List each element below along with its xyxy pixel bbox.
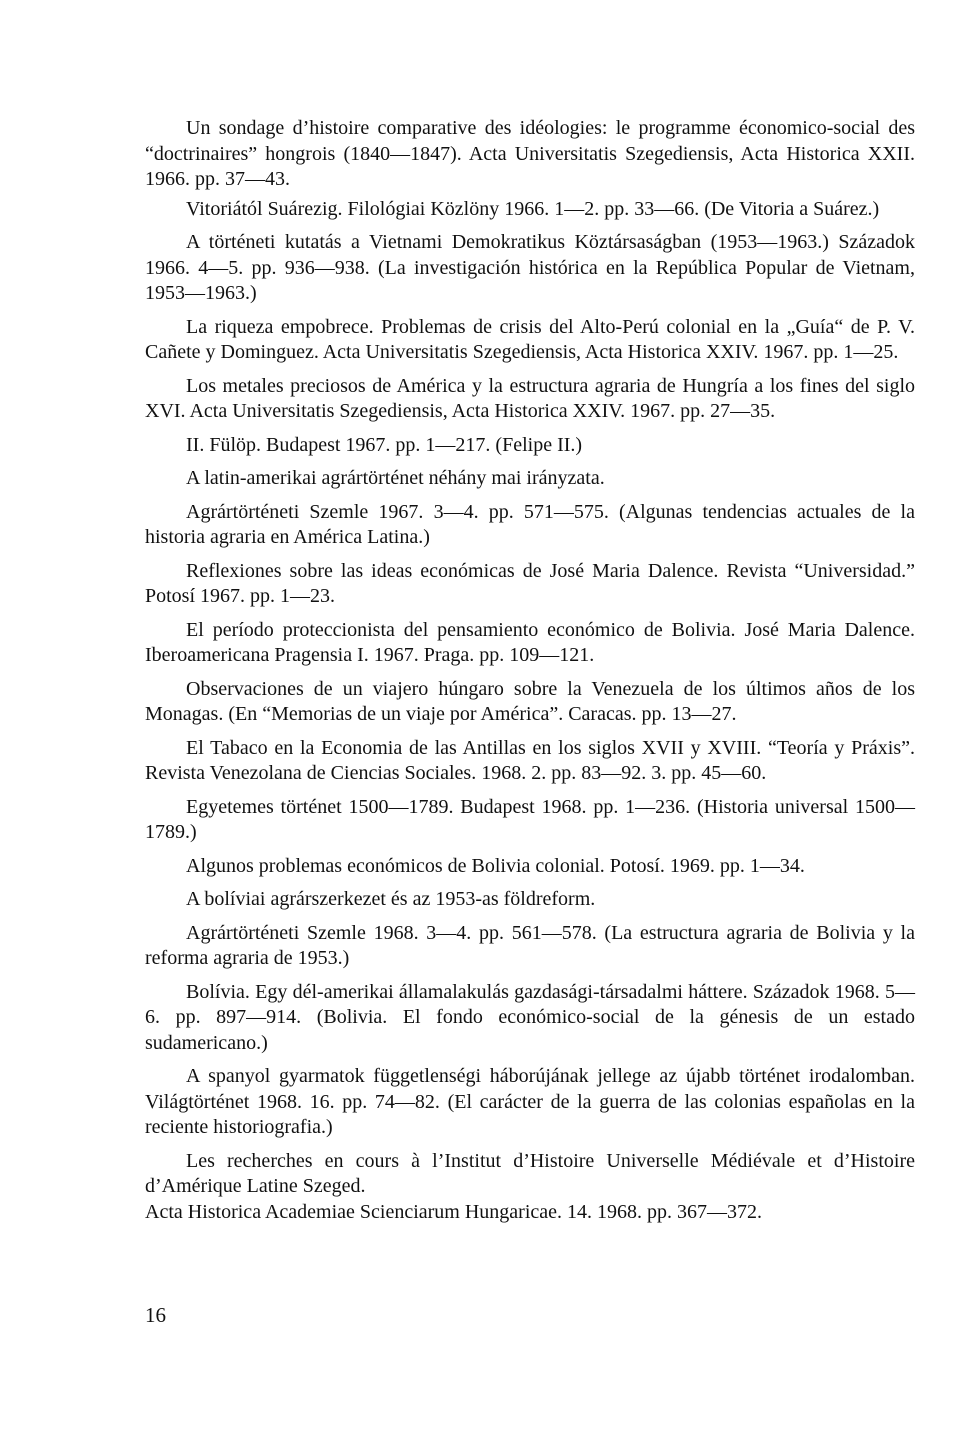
bibliography-entry: Los metales preciosos de América y la estructura agraria de Hungría a los fines del siglo XVI. Acta Universitatis Szegediensis, Acta Historica XXIV. 1967. pp. 27—35. (145, 374, 915, 422)
bibliography-entry: A történeti kutatás a Vietnami Demokratikus Köztársaságban (1953—1963.) Századok 1966. 4—5. pp. 936—938. (La investigación histórica en la República Popular de Vietnam, 1953—1963.) (145, 231, 915, 304)
bibliography-entry: Algunos problemas económicos de Bolivia colonial. Potosí. 1969. pp. 1—34. (186, 854, 805, 877)
bibliography-entry: Egyetemes történet 1500—1789. Budapest 1968. pp. 1—236. (Historia universal 1500—1789.) (145, 795, 915, 843)
bibliography-entry: Vitoriától Suárezig. Filológiai Közlöny 1966. 1—2. pp. 33—66. (De Vitoria a Suárez.) (186, 197, 880, 220)
bibliography-entry: Les recherches en cours à l’Institut d’Histoire Universelle Médiévale et d’Histoire d’Amérique Latine Szeged. (145, 1149, 915, 1197)
bibliography-entry: La riqueza empobrece. Problemas de crisis del Alto-Perú colonial en la „Guía“ de P. V. Cañete y Dominguez. Acta Universitatis Szegediensis, Acta Historica XXIV. 1967. pp. 1—25. (145, 315, 915, 363)
bibliography-entry: El Tabaco en la Economia de las Antillas en los siglos XVII y XVIII. “Teoría y Práxis”. Revista Venezolana de Ciencias Sociales. 1968. 2. pp. 83—92. 3. pp. 45—60. (145, 736, 915, 784)
bibliography-final-line: Acta Historica Academiae Scienciarum Hungaricae. 14. 1968. pp. 367—372. (145, 1200, 763, 1223)
bibliography-entry: A spanyol gyarmatok függetlenségi háborújának jellege az újabb történet irodalomban. Világtörténet 1968. 16. pp. 74—82. (El carácter de la guerra de las colonias españolas en la reciente historiografia.) (145, 1065, 915, 1138)
bibliography-entry: Agrártörténeti Szemle 1968. 3—4. pp. 561—578. (La estructura agraria de Bolivia y la reforma agraria de 1953.) (145, 921, 915, 969)
bibliography-entry: Agrártörténeti Szemle 1967. 3—4. pp. 571—575. (Algunas tendencias actuales de la historia agraria en América Latina.) (145, 500, 915, 548)
bibliography-entry: A bolíviai agrárszerkezet és az 1953-as földreform. (186, 888, 596, 910)
bibliography-entry: Un sondage d’histoire comparative des idéologies: le programme économico-social des “doctrinaires” hongrois (1840—1847). Acta Universitatis Szegediensis, Acta Historica XXII. 1966. pp. 37—43. (145, 117, 915, 190)
bibliography-entry: Bolívia. Egy dél-amerikai államalakulás gazdasági-társadalmi háttere. Századok 1968. 5—6. pp. 897—914. (Bolivia. El fondo económico-social de la génesis de un estado sudamericano.) (145, 980, 915, 1054)
bibliography-list (145, 116, 915, 1225)
bibliography-entry: A latin-amerikai agrártörténet néhány mai irányzata. (186, 467, 605, 489)
bibliography-entry: Observaciones de un viajero húngaro sobre la Venezuela de los últimos años de los Monagas. (En “Memorias de un viaje por América”. Caracas. pp. 13—27. (145, 677, 915, 725)
bibliography-entry: Reflexiones sobre las ideas económicas de José Maria Dalence. Revista “Universidad.” Potosí 1967. pp. 1—23. (145, 559, 915, 607)
bibliography-entry: II. Fülöp. Budapest 1967. pp. 1—217. (Felipe II.) (186, 433, 583, 456)
page-number: 16 (145, 1303, 166, 1327)
bibliography-entry: El período proteccionista del pensamiento económico de Bolivia. José Maria Dalence. Iberoamericana Pragensia I. 1967. Praga. pp. 109—121. (145, 618, 915, 666)
